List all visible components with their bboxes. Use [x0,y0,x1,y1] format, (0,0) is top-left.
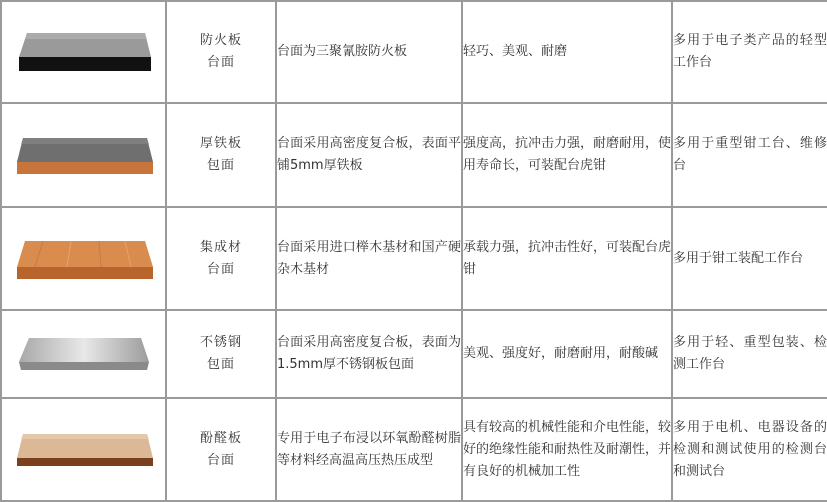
table-row [1,310,827,398]
surface-description: 台面采用进口榉木基材和国产硬杂木基材 [276,207,462,310]
material-name [166,398,276,501]
usage-description: 多用于重型钳工台、维修台 [672,103,827,207]
material-name [166,207,276,310]
board-image-cell [1,103,166,207]
material-name-line1: 集成材 [199,239,242,255]
material-name-line1: 不锈钢 [199,335,242,350]
surface-description: 台面采用高密度复合板，表面平铺5mm厚铁板 [276,103,462,207]
material-name-line1: 酚醛板 [199,430,242,446]
material-name [166,103,276,207]
board-image-cell [1,310,166,398]
table-row [1,103,827,207]
material-name-line2: 台面 [206,55,235,70]
usage-description: 多用于钳工装配工作台 [672,207,827,310]
board-image-cell [1,398,166,501]
table-row [1,207,827,310]
thick-iron-board-image [13,132,155,178]
usage-description: 多用于轻、重型包装、检测工作台 [672,310,827,398]
material-name-line1: 防火板 [199,33,242,48]
material-name [166,310,276,398]
features-description: 轻巧、美观、耐磨 [462,1,672,103]
usage-description: 多用于电机、电器设备的检测和测试使用的检测台和测试台 [672,398,827,501]
table-row [1,398,827,501]
surface-description: 台面采用高密度复合板，表面为1.5mm厚不锈钢板包面 [276,310,462,398]
material-name-line2: 台面 [206,261,235,277]
phenolic-board-image [13,428,155,472]
stainless-steel-board-image [13,332,155,376]
material-name-line2: 台面 [206,452,235,468]
material-name-line2: 包面 [206,158,235,173]
fireproof-board-image [13,29,155,75]
features-description: 美观、强度好，耐磨耐用，耐酸碱 [462,310,672,398]
features-description: 具有较高的机械性能和介电性能，较好的绝缘性能和耐热性及耐潮性，并有良好的机械加工性 [462,398,672,501]
table-row [1,1,827,103]
material-name [166,1,276,103]
board-edge-face [19,57,151,71]
laminated-wood-board-image [13,235,155,283]
board-image-cell [1,1,166,103]
board-image-cell [1,207,166,310]
features-description: 强度高，抗冲击力强，耐磨耐用，使用寿命长，可装配台虎钳 [462,103,672,207]
material-name-line1: 厚铁板 [199,136,242,151]
material-name-line2: 包面 [206,357,235,372]
features-description: 承载力强，抗冲击性好，可装配台虎钳 [462,207,672,310]
surface-description: 专用于电子布浸以环氧酚醛树脂等材料经高温高压热压成型 [276,398,462,501]
usage-description: 多用于电子类产品的轻型工作台 [672,1,827,103]
surface-description: 台面为三聚氰胺防火板 [276,1,462,103]
